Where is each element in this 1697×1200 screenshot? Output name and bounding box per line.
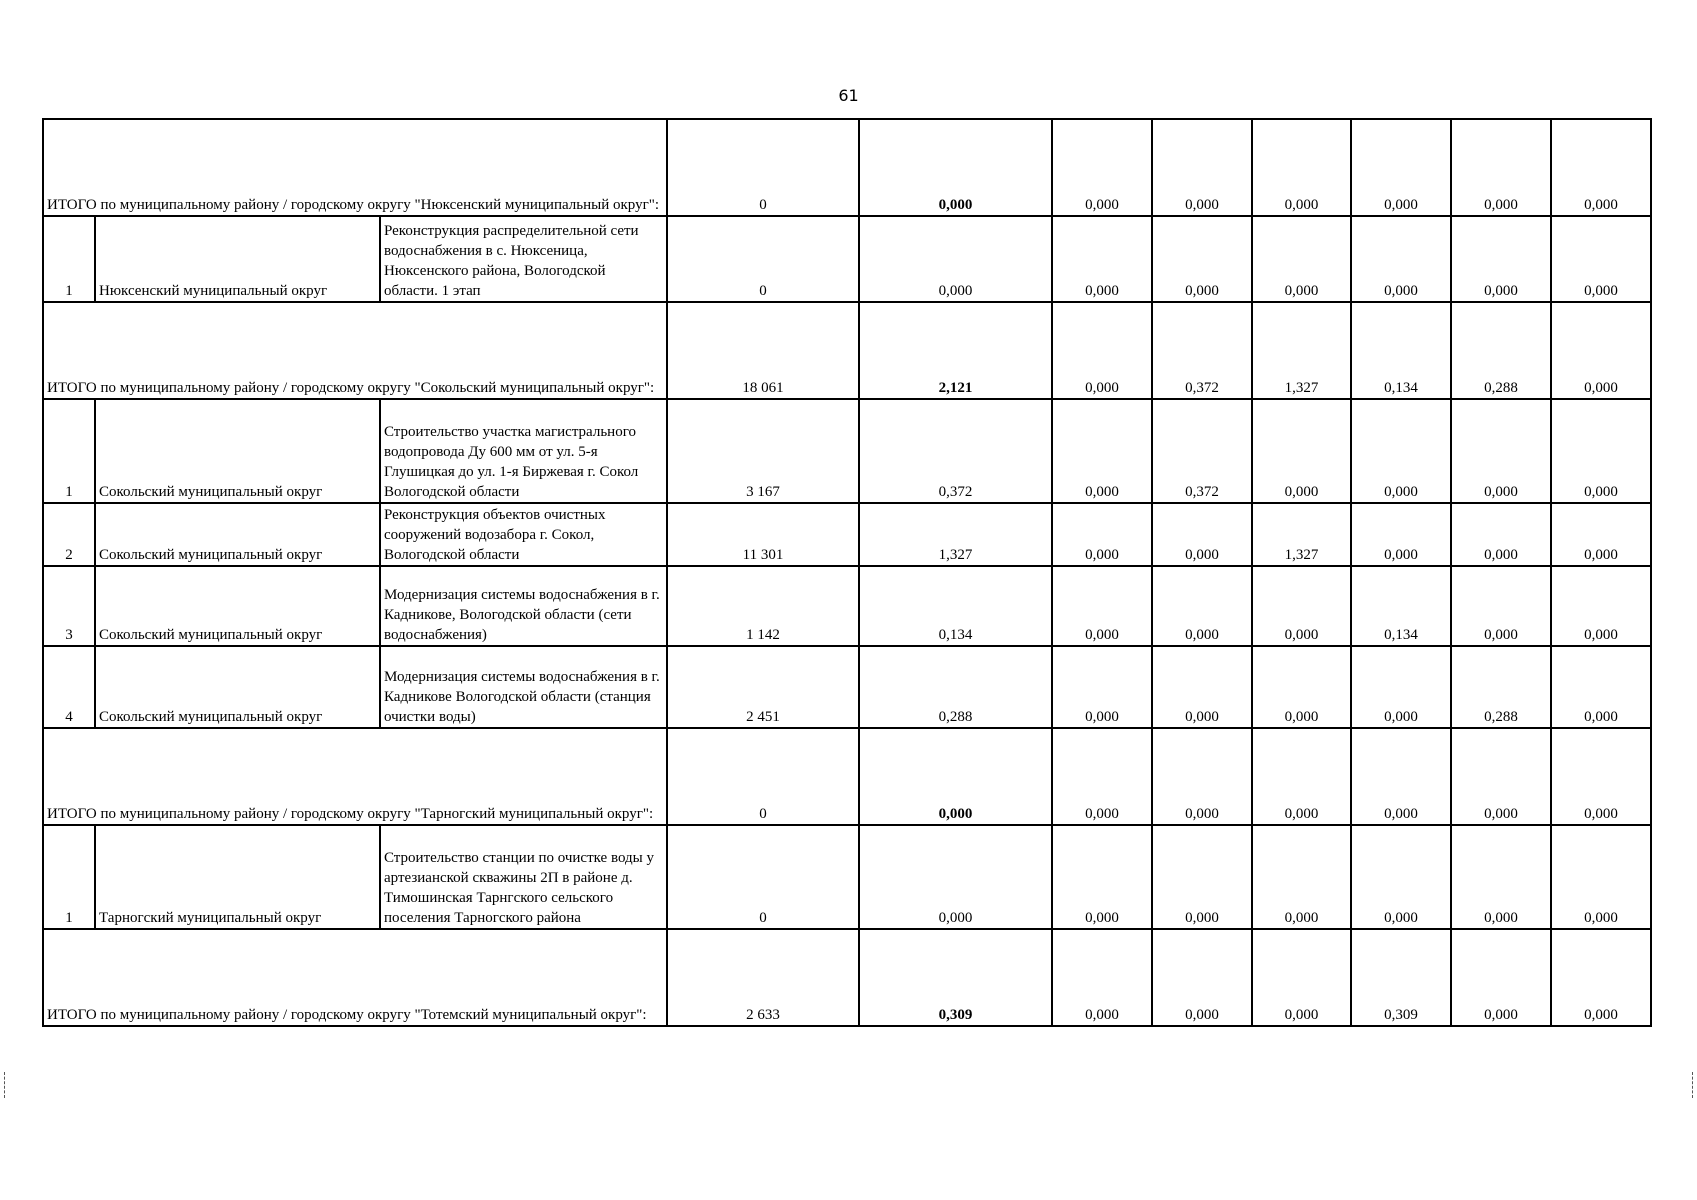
value-cell: 2,121 <box>859 302 1052 399</box>
value-cell: 0,372 <box>1152 399 1252 503</box>
value-cell: 0,000 <box>1152 119 1252 216</box>
value-cell: 0,288 <box>1451 646 1551 728</box>
value-cell: 0,000 <box>1451 929 1551 1026</box>
district-cell: Сокольский муниципальный округ <box>95 503 380 566</box>
value-cell: 0,000 <box>1052 646 1152 728</box>
scan-edge-mark-right <box>1692 1072 1694 1098</box>
value-cell: 0,134 <box>1351 566 1451 646</box>
value-cell: 1,327 <box>859 503 1052 566</box>
item-row <box>43 399 1651 503</box>
value-cell: 2 451 <box>667 646 859 728</box>
value-cell: 1 142 <box>667 566 859 646</box>
value-cell: 0,000 <box>1451 566 1551 646</box>
item-row <box>43 825 1651 929</box>
value-cell: 0,000 <box>1351 216 1451 302</box>
value-cell: 0,000 <box>1252 216 1351 302</box>
value-cell: 0,000 <box>1252 566 1351 646</box>
value-cell: 0,372 <box>859 399 1052 503</box>
project-cell: Модернизация системы водоснабжения в г. Кадникове Вологодской области (станция очистки воды) <box>380 646 667 728</box>
row-number: 1 <box>43 216 95 302</box>
value-cell: 0,000 <box>1252 119 1351 216</box>
value-cell: 0,000 <box>1551 566 1651 646</box>
value-cell: 0,000 <box>1152 728 1252 825</box>
value-cell: 0,000 <box>1351 503 1451 566</box>
value-cell: 0,000 <box>1551 825 1651 929</box>
district-cell: Сокольский муниципальный округ <box>95 399 380 503</box>
value-cell: 0,000 <box>1052 399 1152 503</box>
value-cell: 0,000 <box>1052 216 1152 302</box>
value-cell: 0,000 <box>1451 216 1551 302</box>
row-number: 4 <box>43 646 95 728</box>
total-row <box>43 119 1651 216</box>
total-row <box>43 728 1651 825</box>
value-cell: 0 <box>667 825 859 929</box>
value-cell: 0,000 <box>1451 399 1551 503</box>
value-cell: 0,000 <box>1351 728 1451 825</box>
value-cell: 0,000 <box>859 119 1052 216</box>
value-cell: 11 301 <box>667 503 859 566</box>
value-cell: 0,000 <box>1451 503 1551 566</box>
total-label: ИТОГО по муниципальному району / городскому округу "Тотемский муниципальный округ": <box>43 929 667 1026</box>
total-row <box>43 302 1651 399</box>
district-cell: Сокольский муниципальный округ <box>95 646 380 728</box>
value-cell: 0,000 <box>1052 119 1152 216</box>
value-cell: 0,000 <box>1052 728 1152 825</box>
total-row <box>43 929 1651 1026</box>
total-label: ИТОГО по муниципальному району / городскому округу "Нюксенский муниципальный округ": <box>43 119 667 216</box>
value-cell: 0,134 <box>1351 302 1451 399</box>
project-cell: Реконструкция распределительной сети водоснабжения в с. Нюксеница, Нюксенского района, Вологодской области. 1 этап <box>380 216 667 302</box>
value-cell: 1,327 <box>1252 302 1351 399</box>
value-cell: 0,000 <box>1152 929 1252 1026</box>
district-cell: Сокольский муниципальный округ <box>95 566 380 646</box>
item-row <box>43 566 1651 646</box>
value-cell: 0,000 <box>1351 646 1451 728</box>
page-number: 61 <box>838 86 859 105</box>
value-cell: 0,000 <box>1052 566 1152 646</box>
value-cell: 0,288 <box>859 646 1052 728</box>
row-number: 3 <box>43 566 95 646</box>
project-cell: Строительство участка магистрального водопровода Ду 600 мм от ул. 5-я Глушицкая до ул. 1-я Биржевая г. Сокол Вологодской области <box>380 399 667 503</box>
value-cell: 0,000 <box>1551 119 1651 216</box>
value-cell: 0,372 <box>1152 302 1252 399</box>
value-cell: 0,134 <box>859 566 1052 646</box>
district-cell: Нюксенский муниципальный округ <box>95 216 380 302</box>
value-cell: 0,000 <box>1152 825 1252 929</box>
project-cell: Строительство станции по очистке воды у артезианской скважины 2П в районе д. Тимошинская Тарнгского сельского поселения Тарногского района <box>380 825 667 929</box>
value-cell: 0,000 <box>859 825 1052 929</box>
value-cell: 1,327 <box>1252 503 1351 566</box>
row-number: 1 <box>43 399 95 503</box>
budget-table <box>42 118 1652 1027</box>
value-cell: 0,000 <box>1351 399 1451 503</box>
value-cell: 0,288 <box>1451 302 1551 399</box>
value-cell: 0,000 <box>1252 399 1351 503</box>
value-cell: 0,000 <box>1551 399 1651 503</box>
value-cell: 0,000 <box>1551 646 1651 728</box>
value-cell: 0,000 <box>1351 825 1451 929</box>
value-cell: 0 <box>667 119 859 216</box>
value-cell: 0,000 <box>1052 503 1152 566</box>
value-cell: 0,000 <box>1152 503 1252 566</box>
value-cell: 2 633 <box>667 929 859 1026</box>
value-cell: 0,000 <box>1451 728 1551 825</box>
value-cell: 0,000 <box>1252 825 1351 929</box>
value-cell: 0,000 <box>1451 825 1551 929</box>
value-cell: 0,000 <box>1052 302 1152 399</box>
value-cell: 0,000 <box>1451 119 1551 216</box>
project-cell: Модернизация системы водоснабжения в г. Кадникове, Вологодской области (сети водоснабжения) <box>380 566 667 646</box>
row-number: 1 <box>43 825 95 929</box>
value-cell: 0,000 <box>1551 216 1651 302</box>
value-cell: 0,000 <box>1052 825 1152 929</box>
item-row <box>43 216 1651 302</box>
value-cell: 0,000 <box>1551 728 1651 825</box>
value-cell: 0,000 <box>1252 929 1351 1026</box>
value-cell: 0,000 <box>1152 216 1252 302</box>
value-cell: 0 <box>667 728 859 825</box>
total-label: ИТОГО по муниципальному району / городскому округу "Тарногский муниципальный округ": <box>43 728 667 825</box>
value-cell: 0,000 <box>1152 566 1252 646</box>
item-row <box>43 503 1651 566</box>
value-cell: 0,000 <box>1252 728 1351 825</box>
value-cell: 0 <box>667 216 859 302</box>
value-cell: 0,000 <box>1351 119 1451 216</box>
district-cell: Тарногский муниципальный округ <box>95 825 380 929</box>
row-number: 2 <box>43 503 95 566</box>
value-cell: 0,000 <box>859 728 1052 825</box>
value-cell: 0,309 <box>1351 929 1451 1026</box>
value-cell: 0,000 <box>1252 646 1351 728</box>
total-label: ИТОГО по муниципальному району / городскому округу "Сокольский муниципальный округ": <box>43 302 667 399</box>
value-cell: 0,000 <box>1052 929 1152 1026</box>
value-cell: 0,000 <box>1551 929 1651 1026</box>
value-cell: 0,309 <box>859 929 1052 1026</box>
scan-edge-mark-left <box>4 1072 6 1098</box>
value-cell: 0,000 <box>1551 302 1651 399</box>
value-cell: 0,000 <box>1152 646 1252 728</box>
item-row <box>43 646 1651 728</box>
project-cell: Реконструкция объектов очистных сооружений водозабора г. Сокол, Вологодской области <box>380 503 667 566</box>
value-cell: 0,000 <box>859 216 1052 302</box>
value-cell: 3 167 <box>667 399 859 503</box>
value-cell: 0,000 <box>1551 503 1651 566</box>
value-cell: 18 061 <box>667 302 859 399</box>
